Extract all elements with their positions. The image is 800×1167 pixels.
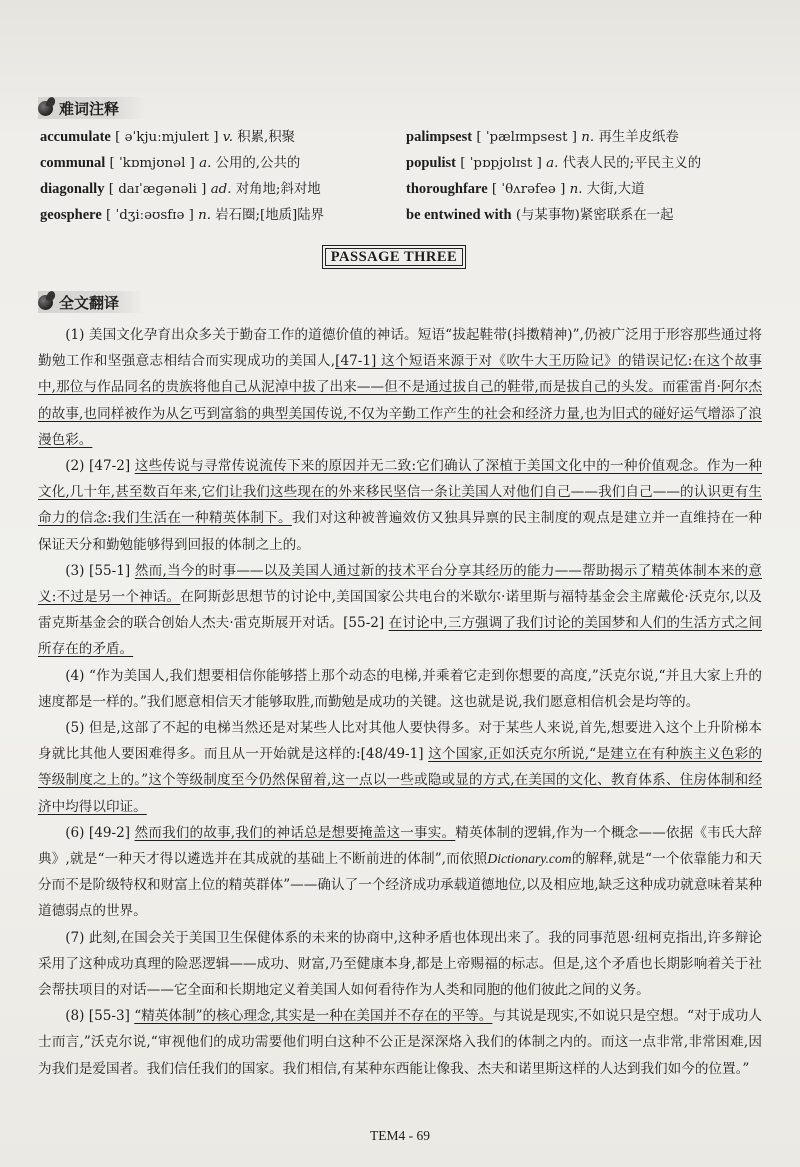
glossary-entry (40, 128, 406, 147)
translation-heading (38, 291, 145, 313)
glossary-word: thoroughfare (406, 181, 488, 197)
underlined-sentence: [47-1] 这个短语来源于对《吹牛大王历险记》的错误记忆:在这个故事中,那位与作品同名的贵族将他自己从泥淖中拔了出来——但不是通过拔自己的鞋带,而是拔自己的头发。而霍雷肖·阿尔杰的故事,也同样被作为从乞丐到富翁的典型美国传说,不仅为辛勤工作产生的社会和经济力量,也为旧式的碰好运气增添了浪漫色彩。 (38, 353, 763, 448)
leaf-bullet-icon (38, 295, 53, 310)
underlined-sentence: 在讨论中,三方强调了我们讨论的美国梦和人们的生活方式之间所存在的矛盾。 (38, 615, 762, 658)
translation-heading-text: 全文翻译 (59, 293, 120, 312)
glossary-entry (406, 154, 760, 173)
paragraph-5 (38, 715, 762, 820)
glossary-pos: a. (546, 156, 559, 171)
glossary-pos: n. (581, 130, 595, 145)
glossary-definition: 公用的,公共的 (215, 156, 301, 171)
glossary-word: accumulate (40, 129, 111, 145)
glossary-heading (38, 97, 145, 119)
glossary-entry (40, 154, 406, 173)
paragraph-1 (38, 322, 762, 453)
glossary-word: be entwined with (406, 207, 512, 223)
paragraph-3 (38, 558, 762, 663)
glossary-word: communal (40, 155, 106, 171)
glossary-definition: 代表人民的;平民主义的 (562, 156, 702, 171)
paragraph-4 (38, 663, 762, 715)
glossary-word: populist (406, 155, 456, 171)
glossary-phonetic: [ ˈpælɪmpsest ] (476, 130, 578, 145)
text-segment: (4) “作为美国人,我们想要相信你能够搭上那个动态的电梯,并乘着它走到你想要的高度,”沃克尔说,“并且大家上升的速度都是一样的。”我们愿意相信天才能够取胜,而勤勉是成功的关键。这也就是说,我们愿意相信机会是均等的。 (38, 667, 762, 710)
glossary-pos: ad. (210, 182, 232, 197)
leaf-bullet-icon (38, 101, 53, 116)
glossary-entry (406, 128, 760, 147)
glossary-entry (40, 206, 406, 225)
text-segment: 在阿斯彭思想节的讨论中,美国国家公共电台的米歇尔·诺里斯与福特基金会主席戴伦·沃克尔,以及雷克斯基金会的联合创始人杰夫·雷克斯展开对话。[55-2] (38, 589, 762, 632)
text-segment: 我们对这种被普遍效仿又独具异禀的民主制度的观点是建立并一直维持在一种保证天分和勤勉能够得到回报的体制之上的。 (38, 510, 762, 553)
paragraph-8 (38, 1003, 762, 1082)
italic-term: Dictionary.com (487, 851, 572, 867)
text-segment: (2) [47-2] (65, 458, 135, 475)
glossary-definition: 岩石圈;[地质]陆界 (215, 208, 324, 223)
glossary-phonetic: [ ˈθʌrəfeə ] (491, 182, 566, 197)
glossary-definition: 再生羊皮纸卷 (598, 130, 679, 145)
glossary-definition: 积累,积聚 (237, 130, 296, 145)
glossary-entry (40, 180, 406, 199)
underlined-sentence: 然而,当今的时事——以及美国人通过新的技术平台分享其经历的能力——帮助揭示了精英体制本来的意义:不过是另一个神话。 (38, 562, 763, 606)
glossary-heading-text: 难词注释 (59, 99, 120, 118)
glossary-list (40, 128, 760, 225)
glossary-pos: n. (569, 182, 583, 197)
text-segment: (8) [55-3] (65, 1008, 135, 1025)
glossary-word: geosphere (40, 207, 102, 223)
glossary-entry (406, 180, 760, 199)
underlined-sentence: 然而我们的故事,我们的神话总是想要掩盖这一事实。 (134, 824, 456, 841)
underlined-sentence: “精英体制”的核心理念,其实是一种在美国并不存在的平等。 (134, 1008, 493, 1025)
glossary-definition: (与某事物)紧密联系在一起 (515, 208, 674, 223)
glossary-entry (406, 206, 760, 225)
glossary-word: diagonally (40, 181, 105, 197)
text-segment: 与其说是现实,不如说只是空想。“对于成功人士而言,”沃克尔说,“审视他们的成功需要他们明白这种不公正是深深烙入我们的体制之内的。而这一点非常,非常困难,因为我们是爱国者。我们信任我们的国家。我们相信,有某种东西能让像我、杰夫和诺里斯这样的人达到我们如今的位置。” (38, 1008, 762, 1077)
glossary-definition: 对角地;斜对地 (235, 182, 321, 197)
glossary-phonetic: [ ˈkɒmjʊnəl ] (109, 156, 195, 171)
translation-body (38, 322, 762, 1082)
paragraph-6 (38, 820, 762, 925)
page-number: TEM4 - 69 (370, 1128, 430, 1143)
glossary-pos: v. (222, 130, 233, 145)
glossary-word: palimpsest (406, 129, 473, 145)
text-segment: (6) [49-2] (65, 824, 135, 841)
glossary-phonetic: [ daɪˈæɡənəli ] (108, 182, 207, 197)
glossary-phonetic: [ ˈdʒiːəʊsfɪə ] (106, 208, 194, 223)
text-segment: (5) 但是,这部了不起的电梯当然还是对某些人比对其他人要快得多。对于某些人来说,首先,想要进入这个上升阶梯本身就比其他人要困难得多。而且从一开始就是这样的:[48/49-1] (38, 720, 762, 763)
text-segment: 精英体制的逻辑,作为一个概念——依据《韦氏大辞典》,就是“一种天才得以遴选并在其成就的基础上不断前进的体制”,而依照 (38, 824, 762, 868)
glossary-pos: n. (198, 208, 212, 223)
glossary-phonetic: [ əˈkjuːmjuleɪt ] (115, 130, 219, 145)
underlined-sentence: 这些传说与寻常传说流传下来的原因并无二致:它们确认了深植于美国文化中的一种价值观念。作为一种文化,几十年,甚至数百年来,它们让我们这些现在的外来移民坚信一条让美国人对他们自己——我们自己——的认识更有生命力的信念:我们生活在一种精英体制下。 (38, 458, 763, 527)
glossary-phonetic: [ ˈpɒpjʊlɪst ] (460, 156, 542, 171)
paragraph-2 (38, 453, 762, 558)
glossary-pos: a. (199, 156, 212, 171)
text-segment: (7) 此刻,在国会关于美国卫生保健体系的未来的协商中,这种矛盾也体现出来了。我的同事范恩·纽柯克指出,许多辩论采用了这种成功真理的险恶逻辑——成功、财富,乃至健康本身,都是上帝赐福的标志。但是,这个矛盾也长期影响着关于社会帮扶项目的对话——它全面和长期地定义着美国人如何看待作为人类和同胞的他们彼此之间的义务。 (38, 929, 762, 999)
text-segment: 的解释,就是“一个依靠能力和天分而不是阶级特权和财富上位的精英群体”——确认了一个经济成功承载道德地位,以及相应地,缺乏这种成功就意味着某种道德弱点的世界。 (38, 851, 762, 920)
text-segment: (3) [55-1] (65, 562, 135, 579)
passage-title: PASSAGE THREE (322, 245, 466, 269)
underlined-sentence: 这个国家,正如沃克尔所说,“是建立在有种族主义色彩的等级制度之上的。”这个等级制度至今仍然保留着,这一点以一些或隐或显的方式,在美国的文化、教育体系、住房体制和经济中均得以印证。 (38, 746, 762, 815)
paragraph-7 (38, 925, 762, 1004)
text-segment: (1) 美国文化孕育出众多关于勤奋工作的道德价值的神话。短语“拔起鞋带(抖擞精神)”,仍被广泛用于形容那些通过将勤勉工作和坚强意志相结合而实现成功的美国人, (38, 327, 762, 370)
glossary-definition: 大街,大道 (586, 182, 645, 197)
